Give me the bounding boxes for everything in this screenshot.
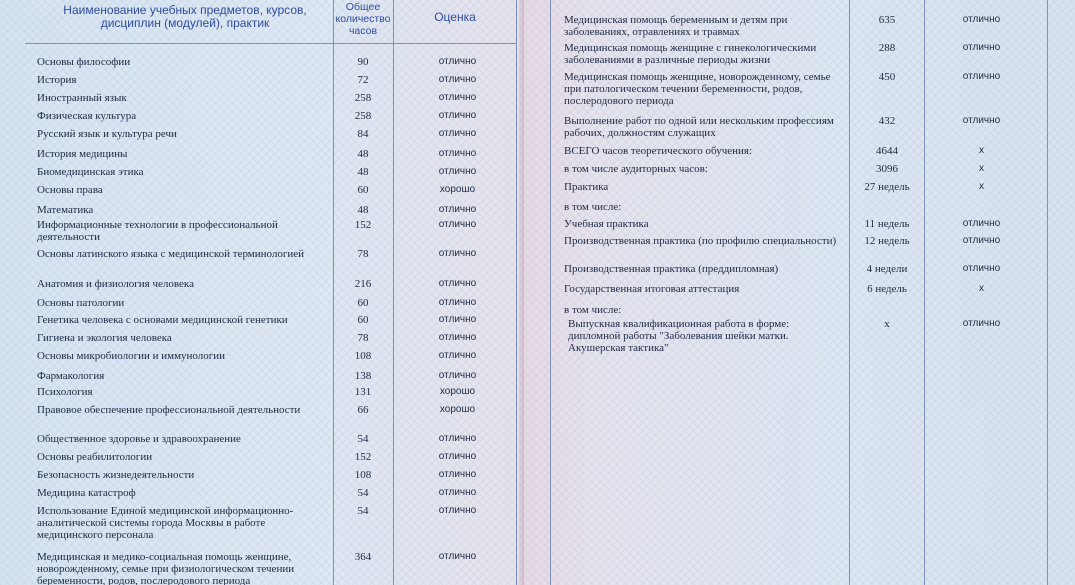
subject-name: Использование Единой медицинской информационно-аналитической системы города Москвы в работе медицинского персонала: [37, 505, 294, 541]
hours-value: 450: [878, 71, 896, 83]
subject-name: Фармакология: [37, 370, 105, 382]
grade-value: отлично: [438, 297, 477, 308]
hours-value: 54: [357, 487, 369, 499]
hours-value: х: [884, 318, 890, 330]
hours-value: 12 недель: [864, 235, 910, 247]
subject-name: Иностранный язык: [37, 92, 127, 104]
hours-value: 66: [357, 404, 369, 416]
subject-name: Правовое обеспечение профессиональной деятельности: [37, 404, 301, 416]
grade-value: отлично: [438, 314, 477, 325]
hours-value: 3096: [876, 163, 898, 175]
grade-value: отлично: [438, 551, 477, 562]
grade-value: отлично: [962, 42, 1001, 53]
hours-value: 54: [357, 433, 369, 445]
grade-value: отлично: [438, 451, 477, 462]
subject-name: Биомедицинская этика: [37, 166, 144, 178]
subject-name: Медицинская помощь беременным и детям при заболеваниях, отравлениях и травмах: [564, 14, 788, 38]
hours-value: 78: [357, 248, 369, 260]
subject-name: Информационные технологии в профессиональной деятельности: [37, 219, 278, 243]
column-divider: [516, 0, 517, 585]
subject-name: Выполнение работ по одной или нескольким профессиям рабочих, должностям служащих: [564, 115, 834, 139]
subject-name: Русский язык и культура речи: [37, 128, 177, 140]
hours-value: 11 недель: [864, 218, 910, 230]
subject-name: Основы права: [37, 184, 103, 196]
subject-name: Практика: [564, 181, 609, 193]
grade-value: отлично: [438, 148, 477, 159]
hours-value: 72: [357, 74, 369, 86]
hours-value: 258: [354, 92, 372, 104]
hours-value: 60: [357, 314, 369, 326]
grade-value: отлично: [962, 218, 1001, 229]
grade-value: отлично: [438, 278, 477, 289]
column-header-hours: Общее количество часов: [335, 1, 391, 37]
hours-value: 48: [357, 204, 369, 216]
column-divider: [1047, 0, 1048, 585]
hours-value: 60: [357, 184, 369, 196]
subject-name: История: [37, 74, 77, 86]
hours-value: 4 недели: [866, 263, 908, 275]
hours-value: 60: [357, 297, 369, 309]
subject-name: Производственная практика (преддипломная): [564, 263, 779, 275]
subject-name: Медицинская помощь женщине с гинекологическими заболеваниями в различные периоды жизни: [564, 42, 817, 66]
subject-name: Основы философии: [37, 56, 131, 68]
subject-name: Медицина катастроф: [37, 487, 136, 499]
subject-name: Общественное здоровье и здравоохранение: [37, 433, 241, 445]
hours-value: 4644: [876, 145, 898, 157]
grade-value: отлично: [438, 350, 477, 361]
hours-value: 432: [878, 115, 896, 127]
hours-value: 152: [354, 219, 372, 231]
grade-value: отлично: [438, 110, 477, 121]
hours-value: 78: [357, 332, 369, 344]
grade-value: отлично: [438, 204, 477, 215]
grade-value: х: [979, 181, 984, 192]
subject-name: ВСЕГО часов теоретического обучения:: [564, 145, 753, 157]
hours-value: 108: [354, 469, 372, 481]
grade-value: х: [979, 283, 984, 294]
subject-name: Математика: [37, 204, 94, 216]
subject-name: Основы реабилитологии: [37, 451, 153, 463]
grade-value: х: [979, 145, 984, 156]
subject-name: Основы микробиологии и иммунологии: [37, 350, 226, 362]
hours-value: 6 недель: [867, 283, 907, 295]
grade-value: отлично: [438, 248, 477, 259]
hours-value: 108: [354, 350, 372, 362]
hours-value: 90: [357, 56, 369, 68]
subject-name: Анатомия и физиология человека: [37, 278, 194, 290]
hours-value: 152: [354, 451, 372, 463]
grade-value: отлично: [438, 166, 477, 177]
subject-name: Производственная практика (по профилю специальности): [564, 235, 837, 247]
column-header-grade: Оценка: [434, 10, 476, 24]
hours-value: 48: [357, 148, 369, 160]
grade-value: отлично: [962, 14, 1001, 25]
grade-value: отлично: [438, 332, 477, 343]
subject-name: Основы патологии: [37, 297, 125, 309]
hours-value: 48: [357, 166, 369, 178]
subject-name: История медицины: [37, 148, 128, 160]
grade-value: отлично: [438, 487, 477, 498]
header-rule: [25, 43, 516, 44]
grade-value: х: [979, 163, 984, 174]
subject-name: Генетика человека с основами медицинской генетики: [37, 314, 288, 326]
subject-name: Выпускная квалификационная работа в форме: дипломной работы "Заболевания шейки матки. Акушерская тактика": [568, 318, 790, 354]
subject-name: в том числе аудиторных часов:: [564, 163, 708, 175]
grade-value: отлично: [962, 318, 1001, 329]
grade-value: отлично: [438, 370, 477, 381]
hours-value: 138: [354, 370, 372, 382]
left-page: [0, 0, 524, 585]
column-divider: [550, 0, 551, 585]
grade-value: отлично: [438, 74, 477, 85]
subject-name: в том числе:: [564, 201, 622, 213]
column-divider: [393, 0, 394, 585]
subject-name: Медицинская и медико-социальная помощь женщине, новорожденному, семье при физиологическом течении беременности, родов, послеродового периода: [37, 551, 295, 585]
grade-value: отлично: [438, 469, 477, 480]
grade-value: отлично: [438, 433, 477, 444]
grade-value: хорошо: [439, 184, 476, 195]
grade-value: хорошо: [439, 386, 476, 397]
grade-value: отлично: [962, 71, 1001, 82]
hours-value: 54: [357, 505, 369, 517]
grade-value: отлично: [962, 115, 1001, 126]
right-page: [524, 0, 1075, 585]
subject-name: в том числе:: [564, 304, 622, 316]
subject-name: Основы латинского языка с медицинской терминологией: [37, 248, 305, 260]
grade-value: отлично: [438, 505, 477, 516]
grade-value: отлично: [438, 219, 477, 230]
hours-value: 635: [878, 14, 896, 26]
grade-value: отлично: [438, 92, 477, 103]
hours-value: 131: [354, 386, 372, 398]
subject-name: Государственная итоговая аттестация: [564, 283, 740, 295]
subject-name: Безопасность жизнедеятельности: [37, 469, 195, 481]
grade-value: отлично: [962, 263, 1001, 274]
hours-value: 84: [357, 128, 369, 140]
hours-value: 27 недель: [864, 181, 910, 193]
subject-name: Гигиена и экология человека: [37, 332, 172, 344]
grade-value: отлично: [438, 128, 477, 139]
hours-value: 288: [878, 42, 896, 54]
subject-name: Психология: [37, 386, 93, 398]
hours-value: 258: [354, 110, 372, 122]
subject-name: Медицинская помощь женщине, новорожденному, семье при патологическом течении беременности, родов, послеродового периода: [564, 71, 831, 107]
subject-name: Учебная практика: [564, 218, 649, 230]
column-header-name: Наименование учебных предметов, курсов, дисциплин (модулей), практик: [63, 3, 307, 30]
grade-value: отлично: [962, 235, 1001, 246]
grade-value: отлично: [438, 56, 477, 67]
grade-value: хорошо: [439, 404, 476, 415]
hours-value: 216: [354, 278, 372, 290]
subject-name: Физическая культура: [37, 110, 137, 122]
hours-value: 364: [354, 551, 372, 563]
